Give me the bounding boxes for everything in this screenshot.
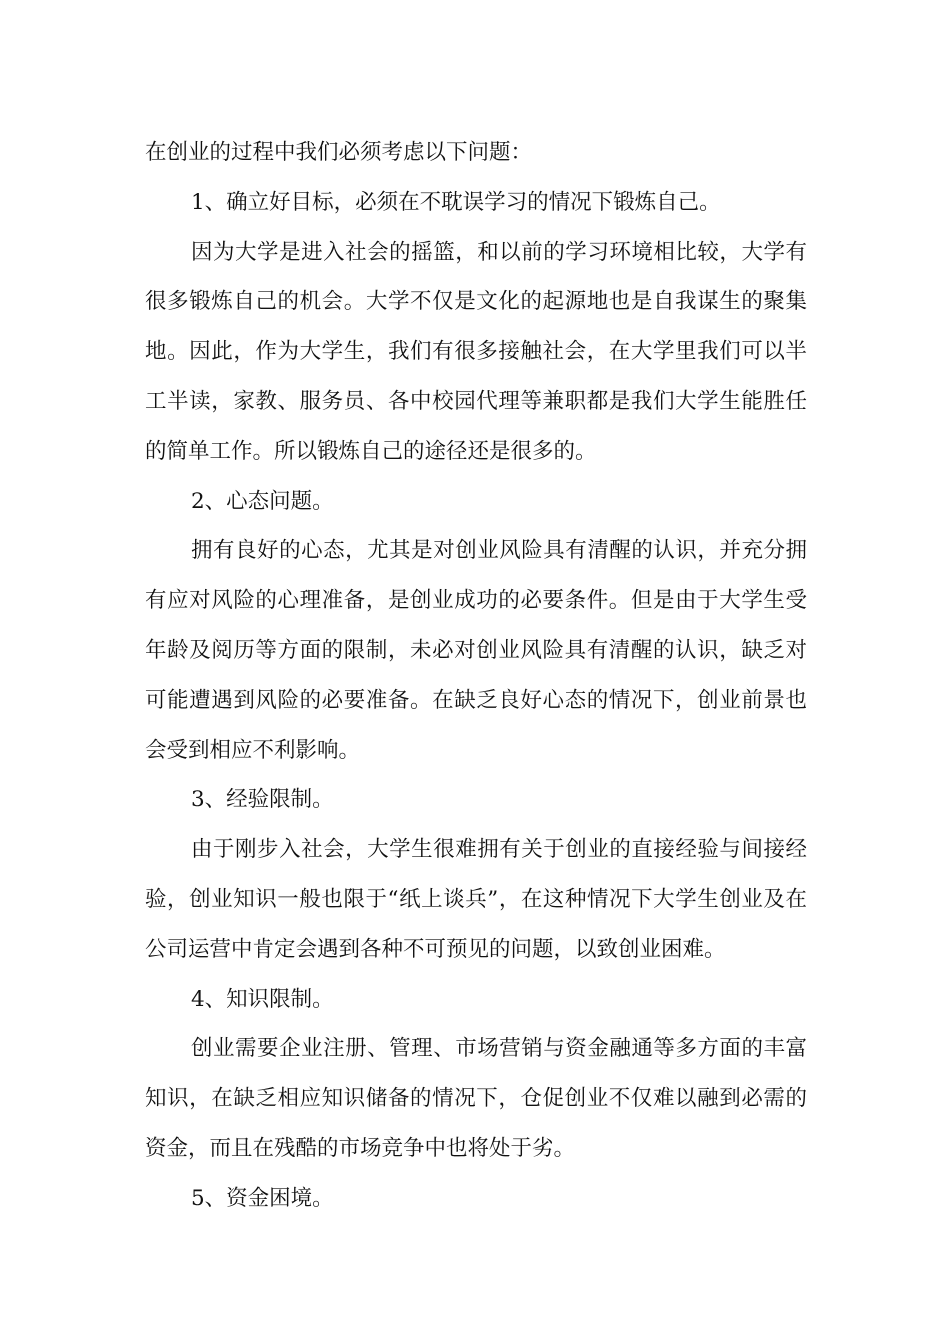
- heading-mindset: 2、心态问题。: [191, 488, 334, 514]
- paragraph-goal: 因为大学是进入社会的摇篮，和以前的学习环境相比较，大学有很多锻炼自己的机会。大学不仅是文化的起源地也是自我谋生的聚集地。因此，作为大学生，我们有很多接触社会，在大学里我们可以半工半读，家教、服务员、各中校园代理等兼职都是我们大学生能胜任的简单工作。所以锻炼自己的途径还是很多的。: [145, 239, 807, 464]
- paragraph-mindset: 拥有良好的心态，尤其是对创业风险具有清醒的认识，并充分拥有应对风险的心理准备，是创业成功的必要条件。但是由于大学生受年龄及阅历等方面的限制，未必对创业风险具有清醒的认识，缺乏对可能遭遇到风险的必要准备。在缺乏良好心态的情况下，创业前景也会受到相应不利影响。: [145, 538, 807, 763]
- document-body: [145, 128, 807, 1224]
- heading-knowledge: 4、知识限制。: [191, 986, 334, 1012]
- intro-paragraph: 在创业的过程中我们必须考虑以下问题：: [145, 140, 533, 165]
- heading-goal: 1、确立好目标，必须在不耽误学习的情况下锻炼自己。: [191, 189, 721, 215]
- paragraph-knowledge: 创业需要企业注册、管理、市场营销与资金融通等多方面的丰富知识，在缺乏相应知识储备的情况下，仓促创业不仅难以融到必需的资金，而且在残酷的市场竞争中也将处于劣。: [145, 1036, 807, 1161]
- heading-experience: 3、经验限制。: [191, 787, 334, 813]
- paragraph-experience: 由于刚步入社会，大学生很难拥有关于创业的直接经验与间接经验，创业知识一般也限于“纸上谈兵”，在这种情况下大学生创业及在公司运营中肯定会遇到各种不可预见的问题，以致创业困难。: [145, 837, 807, 962]
- heading-funding: 5、资金困境。: [191, 1185, 334, 1211]
